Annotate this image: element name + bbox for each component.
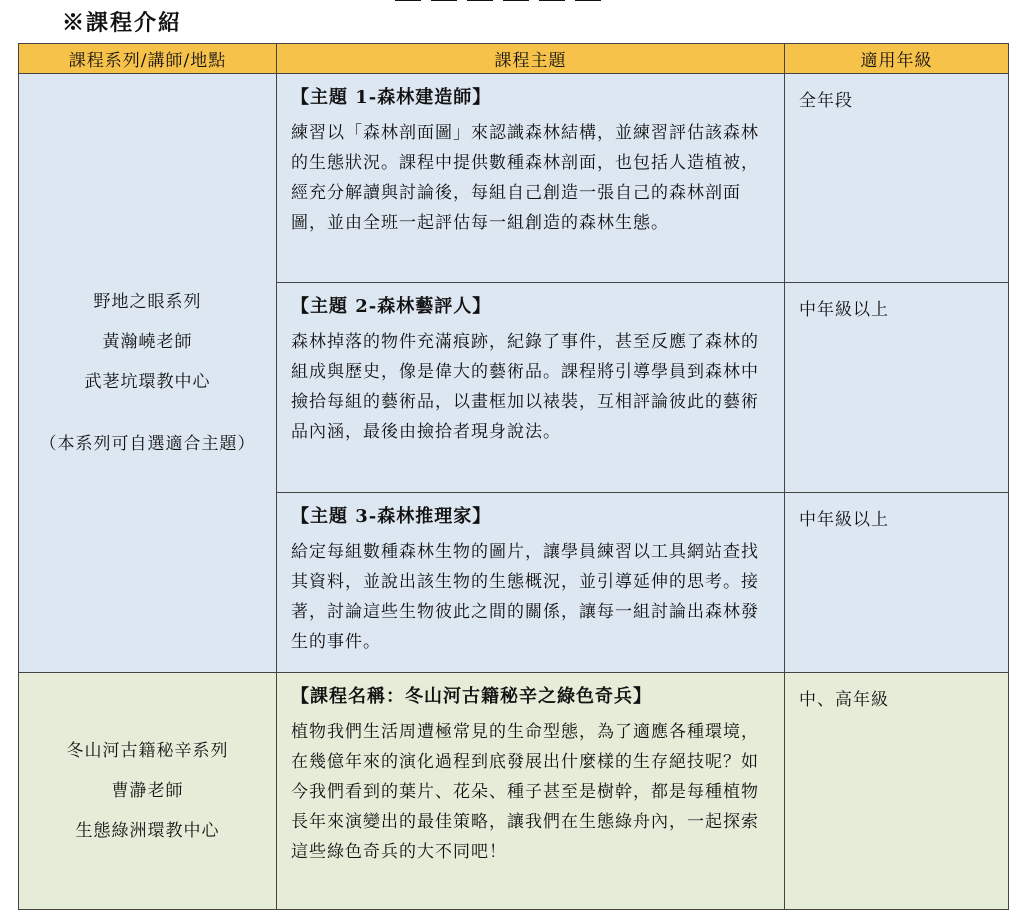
page-title: ※課程介紹: [62, 10, 183, 36]
topic-cell: [277, 673, 785, 910]
series-note: （本系列可自選適合主題）: [39, 434, 256, 454]
location-name: 武荖坑環教中心: [84, 372, 211, 392]
topic-title: 【課程名稱：冬山河古籍秘辛之綠色奇兵】: [291, 686, 652, 707]
header-grade: 適用年級: [785, 44, 1009, 74]
grade-cell: 中、高年級: [785, 673, 1009, 910]
topic-cell: [277, 74, 785, 283]
table-row: [19, 673, 1009, 910]
topic-title: 【主題 2-森林藝評人】: [291, 296, 492, 317]
topic-title: 【主題 3-森林推理家】: [291, 506, 492, 527]
series-name: 野地之眼系列: [93, 292, 202, 312]
topic-cell: [277, 493, 785, 673]
grade-cell: 全年段: [785, 74, 1009, 283]
topic-description: 練習以「森林剖面圖」來認識森林結構，並練習評估該森林的生態狀況。課程中提供數種森林剖面，也包括人造植被，經充分解讀與討論後，每組自己創造一張自己的森林剖面圖，並由全班一起評估每一組創造的森林生態。: [291, 123, 759, 233]
grade-cell: 中年級以上: [785, 493, 1009, 673]
grade-cell: 中年級以上: [785, 283, 1009, 493]
topic-description: 給定每組數種森林生物的圖片，讓學員練習以工具網站查找其資料，並說出該生物的生態概況，並引導延伸的思考。接著，討論這些生物彼此之間的關係，讓每一組討論出森林發生的事件。: [291, 542, 759, 652]
series-name: 冬山河古籍秘辛系列: [66, 741, 229, 761]
series-cell: [19, 74, 277, 673]
table-row: [19, 74, 1009, 283]
topic-title: 【主題 1-森林建造師】: [291, 87, 492, 108]
teacher-name: 黃瀚嶢老師: [102, 332, 193, 352]
location-name: 生態綠洲環教中心: [75, 821, 220, 841]
topic-description: 植物我們生活周遭極常見的生命型態，為了適應各種環境，在幾億年來的演化過程到底發展出什麼樣的生存絕技呢？如今我們看到的葉片、花朵、種子甚至是樹幹，都是每種植物長年來演變出的最佳策略，讓我們在生態綠舟內，一起探索這些綠色奇兵的大不同吧！: [291, 722, 759, 862]
header-topic: 課程主題: [277, 44, 785, 74]
header-series: 課程系列/講師/地點: [19, 44, 277, 74]
course-table: [18, 43, 1009, 910]
topic-cell: [277, 283, 785, 493]
series-cell: [19, 673, 277, 910]
teacher-name: 曹瀞老師: [111, 781, 184, 801]
header-row: [19, 44, 1009, 74]
topic-description: 森林掉落的物件充滿痕跡，紀錄了事件，甚至反應了森林的組成與歷史，像是偉大的藝術品。課程將引導學員到森林中撿拾每組的藝術品，以畫框加以裱裝，互相評論彼此的藝術品內涵，最後由撿拾者現身說法。: [291, 332, 759, 442]
cropped-heading-fragment: [395, 0, 635, 8]
